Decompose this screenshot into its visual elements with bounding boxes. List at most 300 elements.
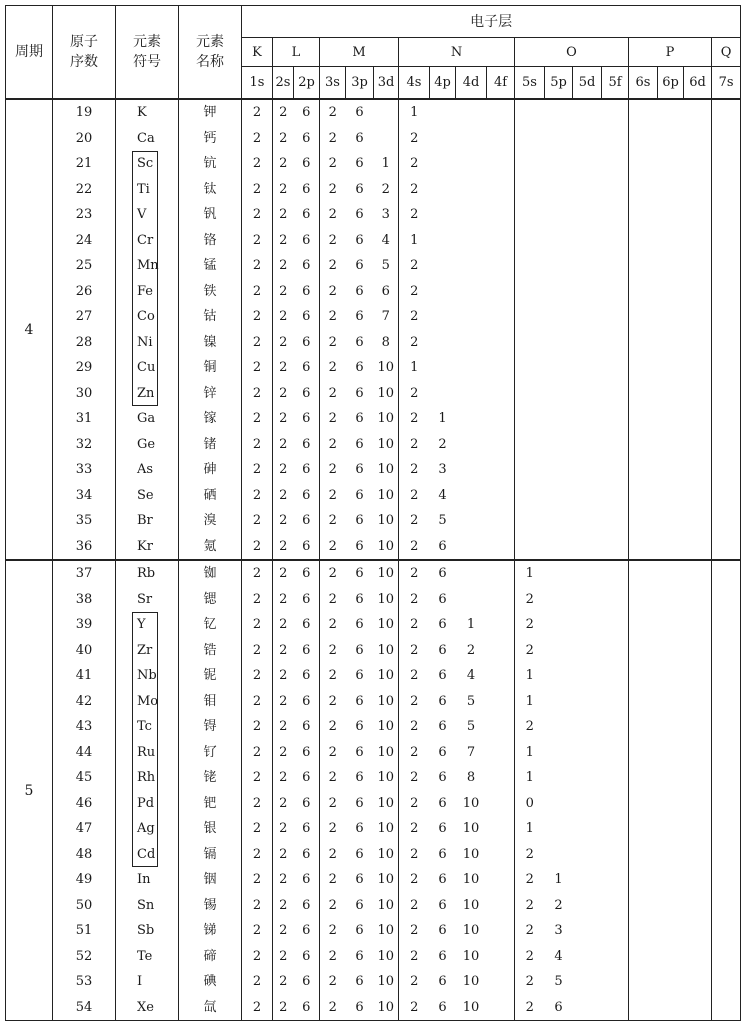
- electron-count-4p: 6: [438, 795, 447, 811]
- electron-count-5p: 3: [554, 923, 563, 939]
- electron-count-4f: [487, 969, 515, 995]
- electron-count-5d: [573, 432, 602, 458]
- electron-count-6d: [684, 534, 712, 561]
- table-row: [6, 791, 741, 817]
- electron-count-6s: [629, 740, 658, 766]
- electron-count-7s: [712, 944, 741, 970]
- table-row: [6, 126, 741, 152]
- element-name: 银: [179, 816, 242, 842]
- shell-header-p: P: [629, 38, 712, 67]
- subshell-header-2p: 2p: [294, 67, 320, 100]
- electron-count-5d: [573, 534, 602, 561]
- electron-count-4f: [487, 765, 515, 791]
- element-symbol: Rb: [137, 566, 156, 582]
- electron-count-6d: [684, 918, 712, 944]
- electron-count-4s: 2: [410, 334, 419, 350]
- electron-count-4s: 2: [410, 668, 419, 684]
- electron-count-4p: [430, 228, 456, 254]
- element-symbol: Co: [137, 309, 155, 325]
- electron-count-2p: 6: [294, 638, 320, 664]
- electron-count-5s: 2: [525, 642, 534, 658]
- shell-header-q: Q: [712, 38, 741, 67]
- electron-count-6p: [658, 202, 684, 228]
- electron-count-1s: 2: [242, 279, 273, 305]
- electron-count-2s: 2: [279, 258, 288, 274]
- electron-count-4s: 2: [410, 207, 419, 223]
- electron-count-4p: [430, 202, 456, 228]
- electron-count-6d: [684, 483, 712, 509]
- electron-count-4d: 7: [466, 744, 476, 760]
- electron-count-3p: 6: [355, 258, 364, 274]
- period-label: 4: [6, 99, 53, 560]
- electron-count-4s: 2: [410, 513, 419, 529]
- electron-count-7s: [712, 714, 741, 740]
- atomic-number: 28: [53, 330, 116, 356]
- electron-count-5f: [602, 279, 629, 305]
- table-row: [6, 740, 741, 766]
- element-name: 钇: [179, 612, 242, 638]
- element-symbol: Ga: [137, 411, 156, 427]
- element-name: 钌: [179, 740, 242, 766]
- electron-count-3s: 2: [328, 207, 337, 223]
- electron-count-6p: [658, 177, 684, 203]
- electron-count-7s: [712, 842, 741, 868]
- electron-count-2s: 2: [279, 334, 288, 350]
- atomic-number: 31: [53, 406, 116, 432]
- electron-count-3s: 2: [328, 513, 337, 529]
- electron-count-5d: [573, 177, 602, 203]
- electron-count-3s: 2: [328, 385, 337, 401]
- electron-count-2s: 2: [279, 538, 288, 554]
- element-name: 砷: [179, 457, 242, 483]
- electron-count-6p: [658, 612, 684, 638]
- electron-count-6s: [629, 406, 658, 432]
- electron-count-6s: [629, 177, 658, 203]
- electron-count-4f: [487, 99, 515, 126]
- electron-count-5p: [545, 99, 573, 126]
- table-row: [6, 560, 741, 587]
- electron-count-5p: [545, 406, 573, 432]
- electron-count-5d: [573, 587, 602, 613]
- electron-count-2p: 6: [294, 867, 320, 893]
- atomic-number: 43: [53, 714, 116, 740]
- electron-count-4s: 2: [410, 719, 419, 735]
- element-symbol-cell: [116, 638, 179, 664]
- atomic-number: 52: [53, 944, 116, 970]
- electron-count-3d: 10: [374, 381, 399, 407]
- electron-count-5s: [515, 457, 545, 483]
- electron-count-5p: [545, 508, 573, 534]
- electron-count-4p: 6: [438, 821, 447, 837]
- electron-count-2p: 6: [294, 432, 320, 458]
- electron-count-3d: 10: [374, 969, 399, 995]
- electron-count-5d: [573, 228, 602, 254]
- electron-count-5f: [602, 330, 629, 356]
- electron-count-4s: 2: [410, 156, 419, 172]
- electron-count-4p: 6: [438, 642, 447, 658]
- element-symbol: Mo: [137, 693, 159, 709]
- electron-count-5d: [573, 406, 602, 432]
- electron-count-4f: [487, 151, 515, 177]
- table-row: [6, 918, 741, 944]
- electron-count-4f: [487, 304, 515, 330]
- subshell-header-6p: 6p: [658, 67, 684, 100]
- electron-count-2p: 6: [294, 457, 320, 483]
- electron-count-7s: [712, 663, 741, 689]
- electron-count-5s: [515, 483, 545, 509]
- electron-count-2s: 2: [279, 283, 288, 299]
- table-row: [6, 765, 741, 791]
- electron-count-3s: 2: [328, 642, 337, 658]
- electron-count-3d: 10: [374, 740, 399, 766]
- table-row: [6, 969, 741, 995]
- electron-count-5d: [573, 355, 602, 381]
- electron-count-2s: 2: [279, 821, 288, 837]
- electron-count-3s: 2: [328, 232, 337, 248]
- element-name: 溴: [179, 508, 242, 534]
- electron-count-5p: [545, 663, 573, 689]
- electron-count-2s: 2: [279, 617, 288, 633]
- electron-count-7s: [712, 483, 741, 509]
- element-symbol-cell: [116, 944, 179, 970]
- electron-count-7s: [712, 457, 741, 483]
- element-name: 铷: [179, 560, 242, 587]
- electron-count-4f: [487, 816, 515, 842]
- electron-count-4d: 10: [462, 846, 480, 862]
- electron-count-4d: 1: [466, 617, 476, 633]
- electron-count-5p: [545, 740, 573, 766]
- electron-count-5s: 2: [515, 995, 545, 1021]
- electron-count-5p: [545, 355, 573, 381]
- electron-count-3d: 10: [374, 534, 399, 561]
- electron-count-6p: [658, 714, 684, 740]
- element-symbol: Sb: [137, 923, 155, 939]
- electron-count-1s: 2: [242, 304, 273, 330]
- electron-count-3s: 2: [328, 693, 337, 709]
- electron-count-4d: [456, 228, 487, 254]
- electron-count-6d: [684, 893, 712, 919]
- electron-count-1s: 2: [242, 177, 273, 203]
- electron-count-1s: 2: [242, 663, 273, 689]
- element-symbol-cell: [116, 612, 179, 638]
- electron-count-5p: [545, 457, 573, 483]
- table-row: [6, 534, 741, 561]
- electron-count-5d: [573, 483, 602, 509]
- electron-count-2s: 2: [279, 156, 288, 172]
- electron-count-1s: 2: [242, 893, 273, 919]
- electron-count-1s: 2: [242, 969, 273, 995]
- electron-configuration-table: [5, 5, 741, 1021]
- electron-count-1s: 2: [242, 560, 273, 587]
- electron-count-4d: 10: [456, 995, 487, 1021]
- electron-count-1s: 2: [242, 791, 273, 817]
- electron-count-1s: 2: [242, 330, 273, 356]
- electron-count-2p: 6: [294, 740, 320, 766]
- electron-count-4p: 6: [438, 719, 447, 735]
- electron-count-4f: [487, 177, 515, 203]
- electron-count-5d: [573, 893, 602, 919]
- electron-count-4s: 2: [410, 283, 419, 299]
- electron-count-1s: 2: [242, 612, 273, 638]
- electron-count-5s: [515, 304, 545, 330]
- electron-count-5f: [602, 612, 629, 638]
- electron-count-5d: [573, 944, 602, 970]
- electron-count-3s: 2: [328, 283, 337, 299]
- table-row: [6, 279, 741, 305]
- electron-count-1s: 2: [242, 816, 273, 842]
- electron-count-6s: [629, 969, 658, 995]
- electron-count-5d: [573, 765, 602, 791]
- electron-count-5p: [545, 253, 573, 279]
- electron-count-4d: [456, 330, 487, 356]
- electron-count-2p: 6: [294, 689, 320, 715]
- electron-count-2s: 2: [279, 668, 288, 684]
- electron-count-5f: [602, 457, 629, 483]
- element-symbol-cell: [116, 816, 179, 842]
- element-symbol: In: [137, 872, 151, 888]
- electron-count-4p: 6: [438, 591, 447, 607]
- element-symbol-cell: [116, 202, 179, 228]
- electron-count-4f: [487, 944, 515, 970]
- electron-count-4f: [487, 893, 515, 919]
- electron-count-5p: 5: [554, 974, 563, 990]
- electron-count-5f: [602, 126, 629, 152]
- electron-count-5d: [573, 126, 602, 152]
- atomic-number: 54: [53, 995, 116, 1021]
- electron-count-3d: 10: [374, 406, 399, 432]
- element-name: 锌: [179, 381, 242, 407]
- electron-count-2s: 2: [279, 513, 288, 529]
- electron-count-5f: [602, 689, 629, 715]
- electron-count-4p: [430, 253, 456, 279]
- electron-count-4d: [456, 457, 487, 483]
- electron-count-4s: 2: [410, 974, 419, 990]
- electron-count-6d: [684, 304, 712, 330]
- electron-count-5s: [515, 355, 545, 381]
- electron-count-4p: 3: [438, 462, 447, 478]
- electron-count-5s: [515, 253, 545, 279]
- electron-count-4d: [456, 381, 487, 407]
- electron-count-3p: 6: [355, 462, 364, 478]
- electron-count-1s: 2: [242, 151, 273, 177]
- electron-count-5f: [602, 816, 629, 842]
- electron-count-3d: 4: [374, 228, 399, 254]
- electron-count-3p: 6: [355, 948, 364, 964]
- electron-count-6d: [684, 765, 712, 791]
- electron-count-2p: 6: [294, 714, 320, 740]
- element-symbol: Br: [137, 513, 153, 529]
- electron-count-5d: [573, 151, 602, 177]
- electron-count-7s: [712, 304, 741, 330]
- electron-count-6p: [658, 969, 684, 995]
- electron-count-4d: 2: [466, 642, 476, 658]
- electron-count-2s: 2: [279, 719, 288, 735]
- electron-count-5f: [602, 151, 629, 177]
- electron-count-5s: [515, 202, 545, 228]
- element-name: 锝: [179, 714, 242, 740]
- electron-count-6s: [629, 893, 658, 919]
- element-name: 钾: [179, 99, 242, 126]
- electron-count-4s: 2: [410, 436, 419, 452]
- electron-count-1s: 2: [242, 944, 273, 970]
- electron-count-6d: [684, 177, 712, 203]
- element-name: 铌: [179, 663, 242, 689]
- table-row: [6, 612, 741, 638]
- element-symbol-cell: [116, 177, 179, 203]
- electron-count-3s: 2: [328, 668, 337, 684]
- header-atomic-number: 原子 序数: [53, 6, 116, 100]
- electron-count-4s: 2: [410, 770, 419, 786]
- electron-count-4f: [487, 740, 515, 766]
- electron-count-4d: [456, 406, 487, 432]
- electron-count-4p: 6: [438, 744, 447, 760]
- electron-count-5f: [602, 995, 629, 1021]
- electron-count-1s: 2: [242, 918, 273, 944]
- table-row: [6, 663, 741, 689]
- electron-count-5p: [545, 151, 573, 177]
- electron-count-4p: [430, 126, 456, 152]
- atomic-number: 30: [53, 381, 116, 407]
- element-symbol-cell: [116, 126, 179, 152]
- electron-count-3d: 10: [374, 944, 399, 970]
- element-name: 钯: [179, 791, 242, 817]
- element-symbol-cell: [116, 508, 179, 534]
- shell-header-n: N: [399, 38, 515, 67]
- electron-count-6p: [658, 842, 684, 868]
- electron-count-1s: 2: [242, 867, 273, 893]
- electron-count-2p: 6: [294, 228, 320, 254]
- electron-count-5d: [573, 995, 602, 1021]
- electron-count-3d: 10: [374, 587, 399, 613]
- electron-count-3s: 2: [328, 897, 337, 913]
- electron-count-3p: 6: [355, 309, 364, 325]
- electron-count-5p: [545, 791, 573, 817]
- element-symbol-cell: [116, 99, 179, 126]
- electron-count-3d: 10: [374, 457, 399, 483]
- electron-count-7s: [712, 791, 741, 817]
- electron-count-4s: 2: [410, 130, 419, 146]
- electron-count-5f: [602, 432, 629, 458]
- element-symbol-cell: [116, 740, 179, 766]
- electron-count-1s: 2: [242, 355, 273, 381]
- electron-count-4d: [456, 508, 487, 534]
- electron-count-5d: [573, 918, 602, 944]
- subshell-header-3p: 3p: [346, 67, 374, 100]
- element-symbol-cell: [116, 151, 179, 177]
- electron-count-7s: [712, 202, 741, 228]
- electron-count-4s: 2: [410, 385, 419, 401]
- element-symbol: Ni: [137, 334, 153, 350]
- electron-count-6p: [658, 99, 684, 126]
- electron-count-6s: [629, 457, 658, 483]
- header-row-1: [6, 6, 741, 38]
- electron-count-5f: [602, 638, 629, 664]
- electron-count-4p: [430, 381, 456, 407]
- electron-count-7s: [712, 406, 741, 432]
- electron-count-4p: 6: [438, 948, 447, 964]
- element-symbol-cell: [116, 457, 179, 483]
- electron-count-5p: [545, 381, 573, 407]
- electron-count-2s: 2: [279, 897, 288, 913]
- electron-count-1s: 2: [242, 740, 273, 766]
- electron-count-4d: [456, 355, 487, 381]
- electron-count-4d: 10: [462, 795, 480, 811]
- electron-count-5p: [545, 765, 573, 791]
- electron-count-3s: 2: [328, 309, 337, 325]
- electron-count-6d: [684, 740, 712, 766]
- table-row: [6, 816, 741, 842]
- atomic-number: 51: [53, 918, 116, 944]
- element-name: 铟: [179, 867, 242, 893]
- element-symbol-cell: [116, 867, 179, 893]
- electron-count-6p: [658, 791, 684, 817]
- electron-count-2s: 2: [279, 948, 288, 964]
- electron-count-3p: 6: [355, 181, 364, 197]
- electron-count-2p: 6: [294, 330, 320, 356]
- electron-count-4f: [487, 279, 515, 305]
- electron-count-3p: 6: [355, 974, 364, 990]
- electron-count-3p: 6: [355, 130, 364, 146]
- atomic-number: 23: [53, 202, 116, 228]
- electron-count-5f: [602, 587, 629, 613]
- electron-count-6p: [658, 483, 684, 509]
- electron-count-4d: 10: [462, 948, 480, 964]
- electron-count-4s: 2: [410, 591, 419, 607]
- table-row: [6, 867, 741, 893]
- subshell-header-4p: 4p: [430, 67, 456, 100]
- atomic-number: 50: [53, 893, 116, 919]
- element-symbol: Xe: [137, 999, 154, 1015]
- electron-count-5s: [515, 151, 545, 177]
- electron-count-3p: 6: [355, 283, 364, 299]
- electron-count-3d: 10: [374, 867, 399, 893]
- electron-count-3d: 10: [374, 638, 399, 664]
- electron-count-7s: [712, 99, 741, 126]
- electron-count-6p: [658, 253, 684, 279]
- electron-count-3p: 6: [346, 560, 374, 587]
- electron-count-5d: [573, 202, 602, 228]
- element-symbol: Cu: [137, 360, 156, 376]
- electron-count-4s: 2: [410, 487, 419, 503]
- electron-count-3d: 10: [374, 893, 399, 919]
- electron-count-1s: 2: [242, 381, 273, 407]
- electron-count-3s: 2: [328, 487, 337, 503]
- electron-count-1s: 2: [242, 689, 273, 715]
- element-name: 钼: [179, 689, 242, 715]
- electron-count-4p: [430, 279, 456, 305]
- electron-count-4s: 2: [410, 462, 419, 478]
- electron-count-3s: 2: [328, 872, 337, 888]
- electron-count-2p: 6: [294, 791, 320, 817]
- electron-count-3s: 2: [328, 181, 337, 197]
- electron-count-6d: [684, 995, 712, 1021]
- electron-count-2p: 6: [294, 483, 320, 509]
- electron-count-4s: 2: [410, 258, 419, 274]
- electron-count-2s: 2: [279, 232, 288, 248]
- element-name: 镓: [179, 406, 242, 432]
- electron-count-3d: 10: [374, 508, 399, 534]
- element-symbol: Ag: [137, 821, 155, 837]
- electron-count-1s: 2: [242, 842, 273, 868]
- electron-count-6s: [629, 842, 658, 868]
- electron-count-2p: 6: [294, 612, 320, 638]
- electron-count-6d: [684, 202, 712, 228]
- element-name: 硒: [179, 483, 242, 509]
- electron-count-6s: [629, 228, 658, 254]
- electron-count-4p: 6: [438, 617, 447, 633]
- electron-count-6p: [658, 432, 684, 458]
- element-name: 钛: [179, 177, 242, 203]
